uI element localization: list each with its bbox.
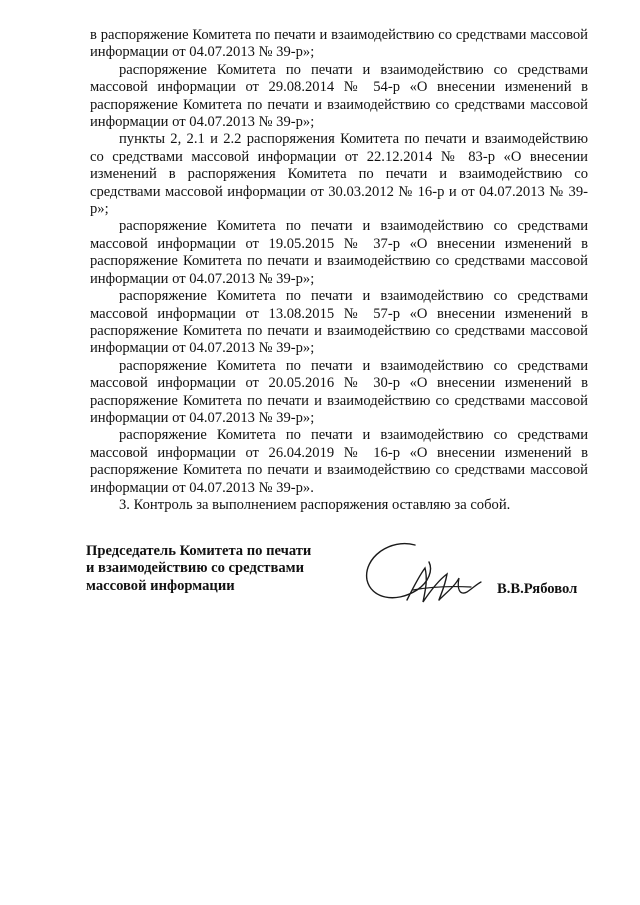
paragraph-order-2019-16: распоряжение Комитета по печати и взаимодействию со средствами массовой информации от 26.04.2019 № 16-р «О внесении изменений в распоряжение Комитета по печати и взаимодействию со средствами массовой информации от 04.07.2013 № 39-р». xyxy=(90,427,588,496)
paragraph-continuation: в распоряжение Комитета по печати и взаимодействию со средствами массовой информации от 04.07.2013 № 39-р»; xyxy=(90,27,588,61)
signatory-title-line: Председатель Комитета по печати xyxy=(86,543,312,559)
handwritten-signature xyxy=(355,530,485,620)
paragraph-order-2014-54: распоряжение Комитета по печати и взаимодействию со средствами массовой информации от 29.08.2014 № 54-р «О внесении изменений в распоряжение Комитета по печати и взаимодействию со средствами массовой информации от 04.07.2013 № 39-р»; xyxy=(90,61,588,131)
signatory-title-line: и взаимодействию со средствами xyxy=(86,560,304,577)
paragraph-order-2015-37: распоряжение Комитета по печати и взаимодействию со средствами массовой информации от 19.05.2015 № 37-р «О внесении изменений в распоряжение Комитета по печати и взаимодействию со средствами массовой информации от 04.07.2013 № 39-р»; xyxy=(90,218,588,287)
document-body xyxy=(90,27,588,514)
paragraph-order-2016-30: распоряжение Комитета по печати и взаимодействию со средствами массовой информации от 20.05.2016 № 30-р «О внесении изменений в распоряжение Комитета по печати и взаимодействию со средствами массовой информации от 04.07.2013 № 39-р»; xyxy=(90,357,588,426)
signatory-title xyxy=(86,543,326,595)
paragraph-order-2014-83: пункты 2, 2.1 и 2.2 распоряжения Комитета по печати и взаимодействию со средствами массовой информации от 22.12.2014 № 83-р «О внесении изменений в распоряжения Комитета по печати и взаимодействию со средствами массовой информации от 30.03.2012 № 16-р и от 04.07.2013 № 39-р»; xyxy=(90,131,588,218)
signatory-title-line: массовой информации xyxy=(86,577,235,594)
paragraph-control-clause: 3. Контроль за выполнением распоряжения оставляю за собой. xyxy=(119,496,511,513)
paragraph-order-2015-57: распоряжение Комитета по печати и взаимодействию со средствами массовой информации от 13.08.2015 № 57-р «О внесении изменений в распоряжение Комитета по печати и взаимодействию со средствами массовой информации от 04.07.2013 № 39-р»; xyxy=(90,288,588,357)
signer-name: В.В.Рябовол xyxy=(497,581,578,597)
